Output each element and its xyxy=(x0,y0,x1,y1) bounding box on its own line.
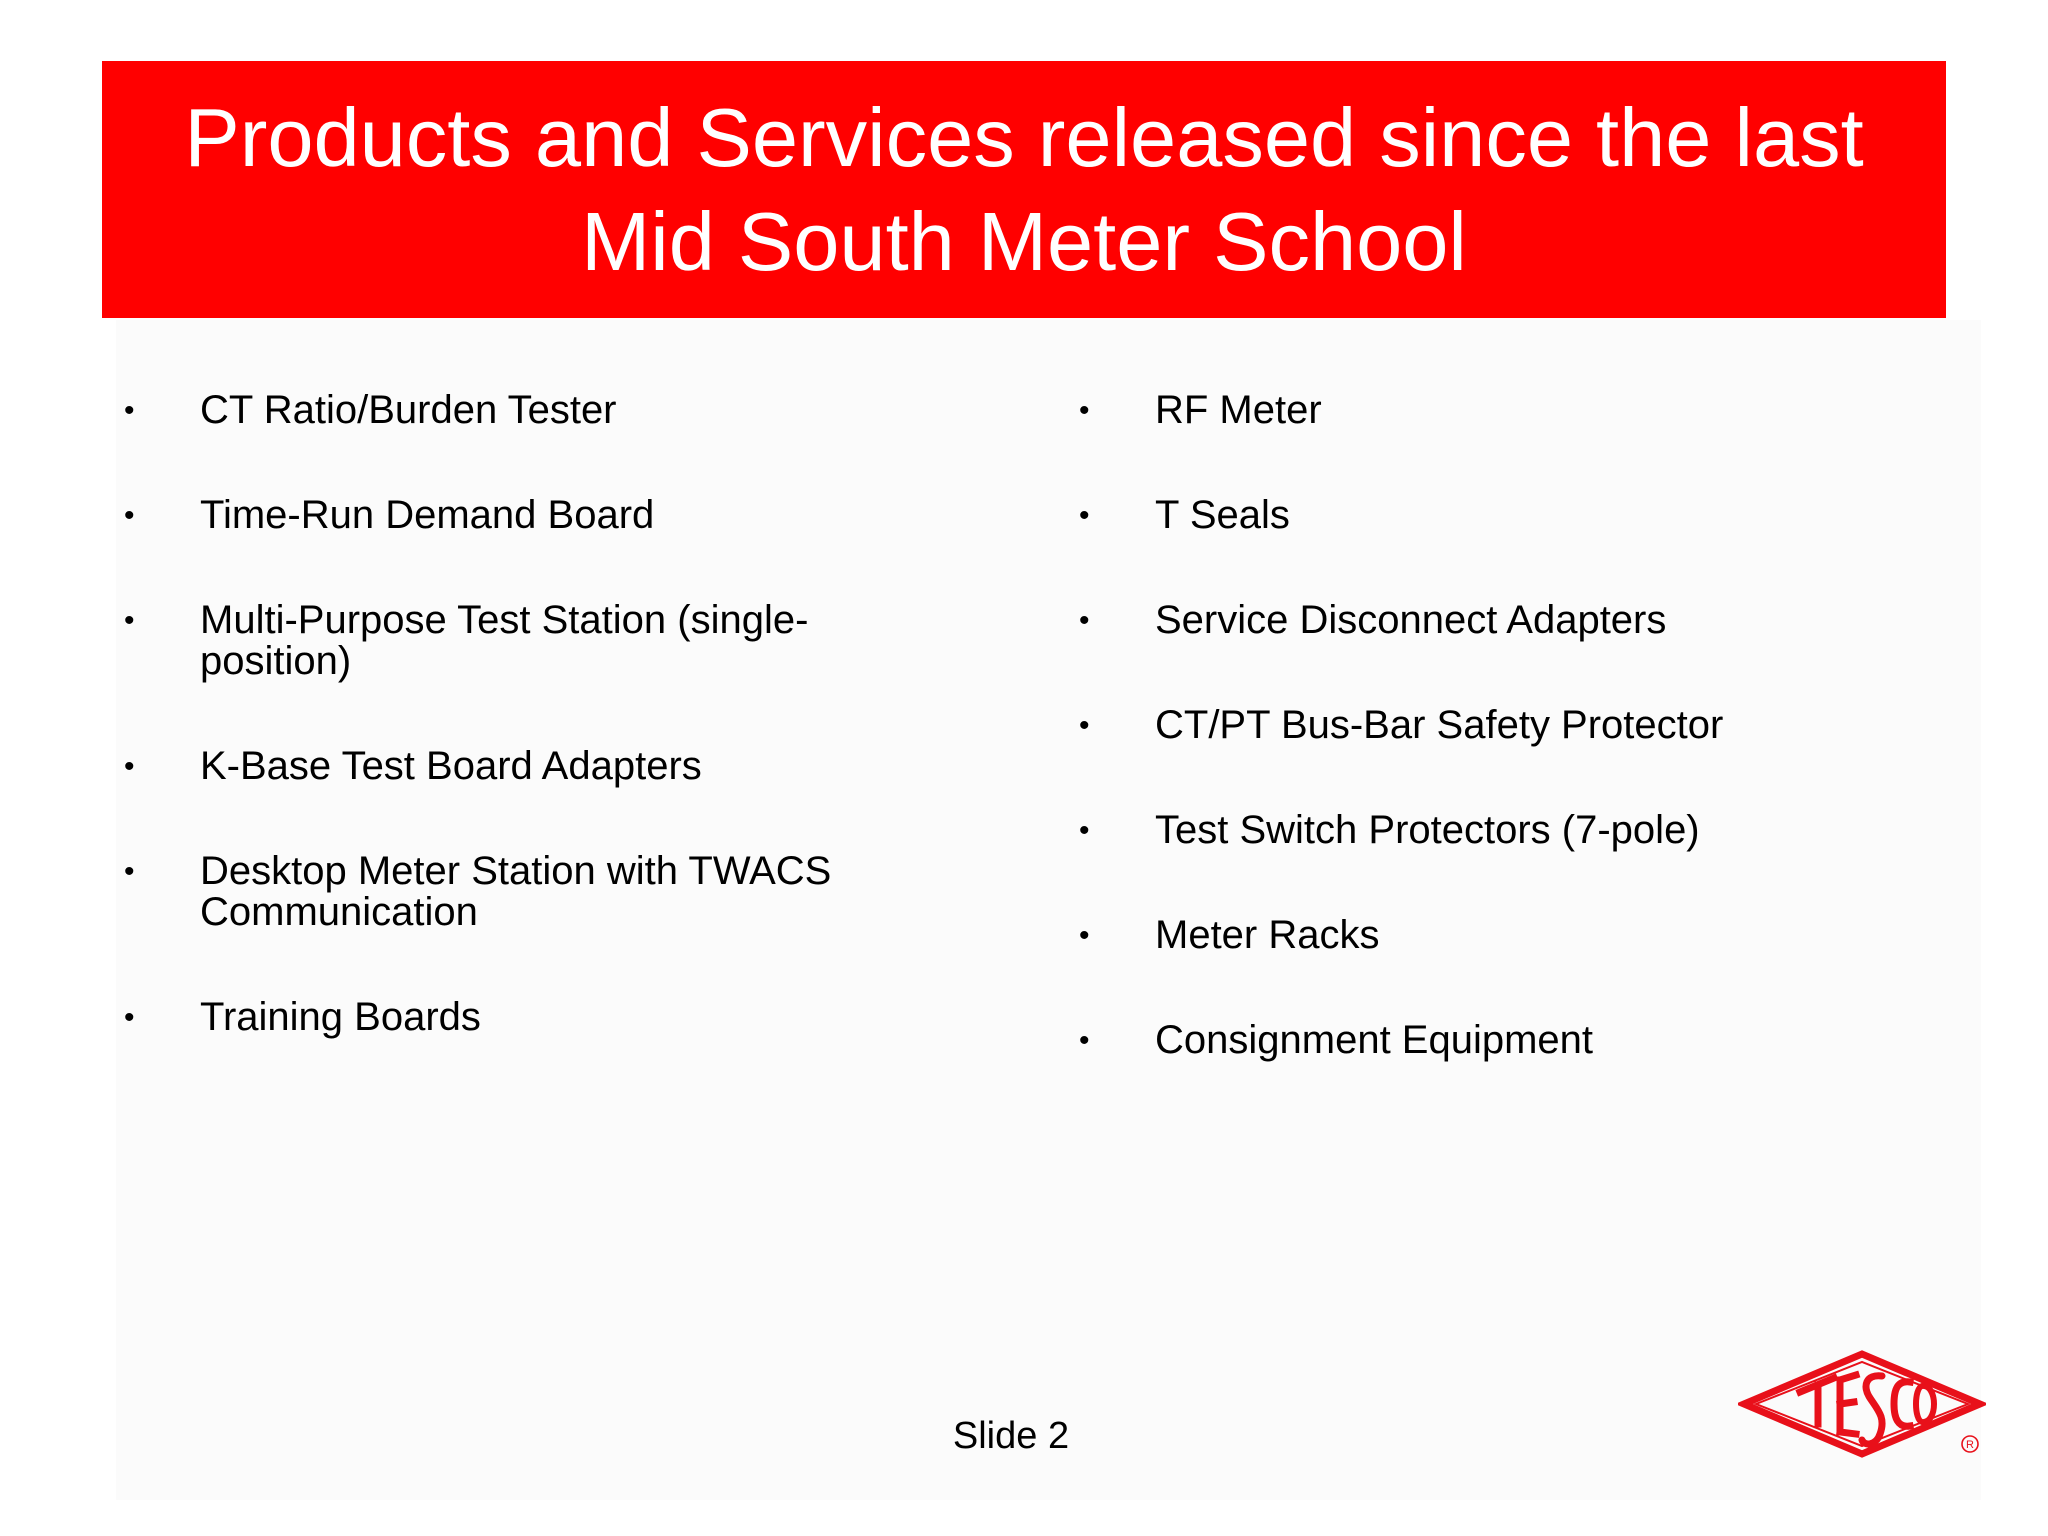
list-item-text: Multi-Purpose Test Station (single- xyxy=(200,598,809,642)
list-item xyxy=(1073,1020,1933,1061)
list-item-text: Consignment Equipment xyxy=(1155,1018,1594,1062)
left-bullet-list xyxy=(118,390,978,1102)
list-item xyxy=(1073,495,1933,536)
slide-number: Slide 2 xyxy=(952,1415,1070,1457)
list-item-text: RF Meter xyxy=(1155,388,1322,432)
list-item-text-continued: position) xyxy=(200,639,352,683)
list-item xyxy=(118,495,978,536)
bullet-icon: • xyxy=(124,750,135,783)
bullet-icon: • xyxy=(124,855,135,888)
list-item xyxy=(1073,390,1933,431)
list-item-text: Service Disconnect Adapters xyxy=(1155,598,1667,642)
list-item-text-continued: Communication xyxy=(200,890,478,934)
bullet-icon: • xyxy=(1079,604,1090,637)
tesco-logo-icon xyxy=(1738,1348,1986,1472)
bullet-icon: • xyxy=(1079,1024,1090,1057)
bullet-icon: • xyxy=(1079,814,1090,847)
list-item-text: K-Base Test Board Adapters xyxy=(200,744,702,788)
bullet-icon: • xyxy=(124,499,135,532)
bullet-icon: • xyxy=(124,394,135,427)
list-item xyxy=(118,997,978,1038)
bullet-icon: • xyxy=(124,604,135,637)
slide-title-line-1: Products and Services released since the last xyxy=(184,90,1864,184)
list-item xyxy=(118,746,978,787)
registered-mark: R xyxy=(1966,1439,1974,1451)
list-item-text: CT/PT Bus-Bar Safety Protector xyxy=(1155,703,1724,747)
list-item xyxy=(1073,600,1933,641)
list-item-text: CT Ratio/Burden Tester xyxy=(200,388,617,432)
list-item xyxy=(1073,915,1933,956)
list-item xyxy=(118,390,978,431)
right-bullet-list xyxy=(1073,390,1933,1125)
list-item xyxy=(1073,810,1933,851)
title-banner xyxy=(102,61,1946,318)
list-item-text: Test Switch Protectors (7-pole) xyxy=(1155,808,1700,852)
slide-title-line-2: Mid South Meter School xyxy=(581,194,1467,288)
list-item xyxy=(1073,705,1933,746)
list-item-text: T Seals xyxy=(1155,493,1290,537)
bullet-icon: • xyxy=(1079,709,1090,742)
list-item-text: Desktop Meter Station with TWACS xyxy=(200,849,832,893)
list-item-text: Meter Racks xyxy=(1155,913,1380,957)
bullet-icon: • xyxy=(1079,394,1090,427)
bullet-icon: • xyxy=(1079,919,1090,952)
list-item-text: Time-Run Demand Board xyxy=(200,493,655,537)
list-item xyxy=(118,851,978,933)
list-item xyxy=(118,600,978,682)
bullet-icon: • xyxy=(1079,499,1090,532)
bullet-icon: • xyxy=(124,1001,135,1034)
list-item-text: Training Boards xyxy=(200,995,481,1039)
